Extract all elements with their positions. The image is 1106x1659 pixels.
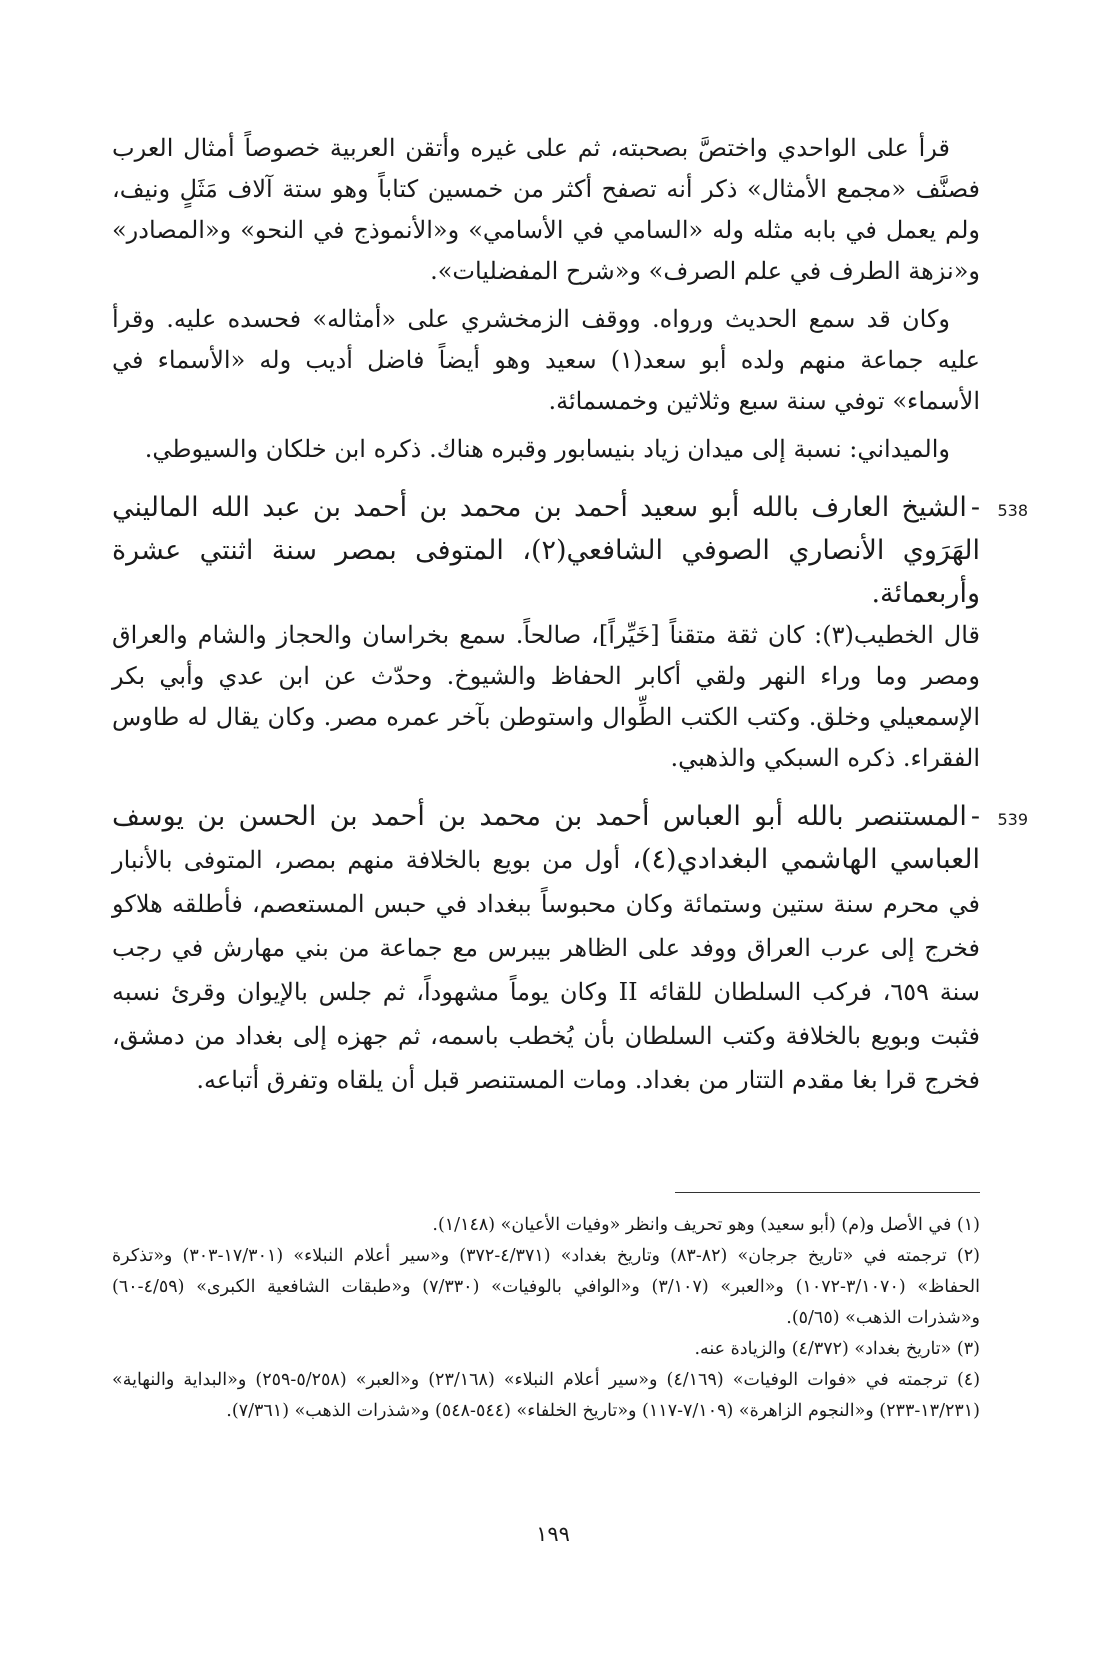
footnote-3: (٣) «تاريخ بغداد» (٤/٣٧٢) والزيادة عنه. bbox=[694, 1339, 980, 1359]
entry-539 bbox=[112, 795, 1028, 1102]
footnote-1: (١) في الأصل و(م) (أبو سعيد) وهو تحريف وانظر «وفيات الأعيان» (١/١٤٨). bbox=[432, 1215, 980, 1235]
entry-538-number: 538 bbox=[997, 501, 1028, 520]
intro-paragraph-1: قرأ على الواحدي واختصَّ بصحبته، ثم على غيره وأتقن العربية خصوصاً أمثال العرب فصنَّف «مجمع الأمثال» ذكر أنه تصفح أكثر من خمسين كتاباً وهو ستة آلاف مَثَلٍ ونيف، ولم يعمل في بابه مثله وله «السامي في الأسامي» و«الأنموذج في النحو» و«المصادر» و«نزهة الطرف في علم الصرف» و«شرح المفضليات». bbox=[112, 134, 981, 285]
main-text bbox=[112, 128, 1028, 1102]
entry-538 bbox=[112, 486, 1028, 779]
entry-539-heading-block bbox=[112, 795, 1028, 1102]
entry-539-hyphen: - bbox=[970, 801, 980, 832]
entry-539-heading: المستنصر بالله أبو العباس أحمد بن محمد بن أحمد بن الحسن بن يوسف العباسي الهاشمي البغدادي(٤)، bbox=[112, 801, 980, 875]
footnote-4: (٤) ترجمته في «فوات الوفيات» (٤/١٦٩) و«سير أعلام النبلاء» (٢٣/١٦٨) و«العبر» (٥/٢٥٨-٢٥٩) و«البداية والنهاية» (١٣/٢٣١-٢٣٣) و«النجوم الزاهرة» (٧/١٠٩-١١٧) و«تاريخ الخلفاء» (٥٤٤-٥٤٨) و«شذرات الذهب» (٧/٣٦١). bbox=[112, 1370, 981, 1421]
entry-538-hyphen: - bbox=[970, 492, 980, 523]
page-number: ١٩٩ bbox=[536, 1522, 570, 1546]
entry-538-heading: الشيخ العارف بالله أبو سعيد أحمد بن محمد بن أحمد بن عبد الله الماليني الهَرَوي الأنصاري الصوفي الشافعي(٢)، المتوفى بمصر سنة اثنتي عشرة وأربعمائة. bbox=[112, 492, 980, 609]
footnotes bbox=[112, 1210, 980, 1427]
entry-539-text: أول من بويع بالخلافة منهم بمصر، المتوفى بالأنبار في محرم سنة ستين وستمائة وكان محبوساً ببغداد في حبس المستعصم، فأطلقه هلاكو فخرج إلى عرب العراق ووفد على الظاهر بيبرس مع جماعة من بني مهارش في رجب سنة ٦٥٩، فركب السلطان للقائه II وكان يوماً مشهوداً، ثم جلس بالإيوان وقرئ نسبه فثبت وبويع بالخلافة وكتب السلطان بأن يُخطب باسمه، ثم جهزه إلى بغداد من دمشق، فخرج قرا بغا مقدم التتار من بغداد. ومات المستنصر قبل أن يلقاه وتفرق أتباعه. bbox=[112, 846, 981, 1094]
intro-paragraph-2: وكان قد سمع الحديث ورواه. ووقف الزمخشري على «أمثاله» فحسده عليه. وقرأ عليه جماعة منهم ولده أبو سعد(١) سعيد وهو أيضاً فاضل أديب وله «الأسماء في الأسماء» توفي سنة سبع وثلاثين وخمسمائة. bbox=[112, 305, 980, 415]
entry-538-text: قال الخطيب(٣): كان ثقة متقناً [خَيِّراً]، صالحاً. سمع بخراسان والحجاز والشام والعراق ومصر وما وراء النهر ولقي أكابر الحفاظ والشيوخ. وحدّث عن ابن عدي وأبي بكر الإسمعيلي وخلق. وكتب الكتب الطِّوال واستوطن بآخر عمره مصر. وكان يقال له طاوس الفقراء. ذكره السبكي والذهبي. bbox=[112, 621, 980, 772]
intro-paragraph-3: والميداني: نسبة إلى ميدان زياد بنيسابور وقبره هناك. ذكره ابن خلكان والسيوطي. bbox=[144, 435, 950, 463]
entry-539-number: 539 bbox=[997, 810, 1028, 829]
entry-538-heading-block bbox=[112, 486, 1028, 615]
footnote-2: (٢) ترجمته في «تاريخ جرجان» (٨٢-٨٣) وتاريخ بغداد» (٤/٣٧١-٣٧٢) و«سير أعلام النبلاء» (١٧/٣٠١-٣٠٣) و«تذكرة الحفاظ» (٣/١٠٧٠-١٠٧٢) و«العبر» (٣/١٠٧) و«الوافي بالوفيات» (٧/٣٣٠) و«طبقات الشافعية الكبرى» (٤/٥٩-٦٠) و«شذرات الذهب» (٥/٦٥). bbox=[112, 1246, 980, 1328]
footnote-separator bbox=[675, 1192, 980, 1193]
